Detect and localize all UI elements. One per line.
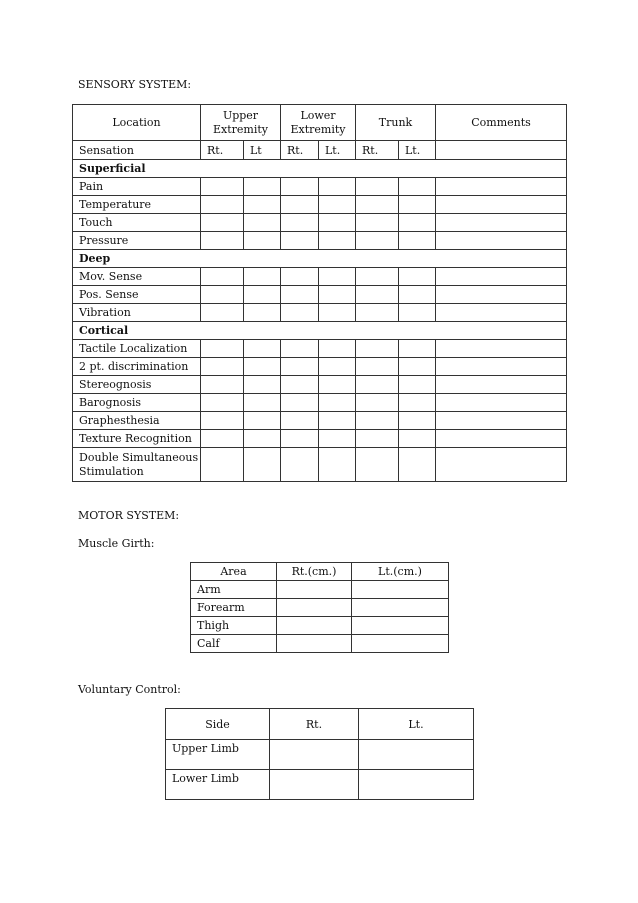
entry-cell[interactable] bbox=[352, 617, 449, 635]
comments-header: Comments bbox=[436, 105, 567, 141]
entry-cell[interactable] bbox=[277, 599, 352, 617]
table-row bbox=[73, 358, 567, 376]
table-row bbox=[73, 394, 567, 412]
entry-cell[interactable] bbox=[319, 196, 356, 214]
table-row bbox=[73, 412, 567, 430]
entry-cell[interactable] bbox=[436, 232, 567, 250]
entry-cell[interactable] bbox=[436, 412, 567, 430]
entry-cell[interactable] bbox=[356, 412, 399, 430]
voluntary-control-heading: Voluntary Control: bbox=[78, 683, 181, 696]
entry-cell[interactable] bbox=[277, 635, 352, 653]
entry-cell[interactable] bbox=[281, 412, 319, 430]
entry-cell[interactable] bbox=[399, 376, 436, 394]
vol-lt-header: Lt. bbox=[359, 709, 474, 740]
entry-cell[interactable] bbox=[436, 196, 567, 214]
entry-cell[interactable] bbox=[244, 394, 281, 412]
voluntary-control-table bbox=[165, 708, 474, 800]
sensation-item: Pain bbox=[73, 178, 201, 196]
section-row bbox=[73, 250, 567, 268]
entry-cell[interactable] bbox=[399, 214, 436, 232]
entry-cell[interactable] bbox=[356, 340, 399, 358]
section-title: Superficial bbox=[73, 160, 567, 178]
table-row bbox=[191, 617, 449, 635]
entry-cell[interactable] bbox=[356, 232, 399, 250]
entry-cell[interactable] bbox=[201, 430, 244, 448]
tr-lt-label: Lt. bbox=[399, 141, 436, 160]
entry-cell[interactable] bbox=[201, 178, 244, 196]
girth-area: Thigh bbox=[191, 617, 277, 635]
entry-cell[interactable] bbox=[319, 340, 356, 358]
entry-cell[interactable] bbox=[352, 581, 449, 599]
entry-cell[interactable] bbox=[201, 232, 244, 250]
entry-cell[interactable] bbox=[356, 304, 399, 322]
entry-cell[interactable] bbox=[201, 448, 244, 482]
entry-cell[interactable] bbox=[281, 358, 319, 376]
entry-cell[interactable] bbox=[356, 394, 399, 412]
table-row bbox=[73, 376, 567, 394]
entry-cell[interactable] bbox=[399, 268, 436, 286]
entry-cell[interactable] bbox=[399, 286, 436, 304]
entry-cell[interactable] bbox=[244, 178, 281, 196]
entry-cell[interactable] bbox=[244, 412, 281, 430]
trunk-header: Trunk bbox=[356, 105, 436, 141]
entry-cell[interactable] bbox=[201, 394, 244, 412]
entry-cell[interactable] bbox=[281, 376, 319, 394]
le-rt-label: Rt. bbox=[281, 141, 319, 160]
entry-cell[interactable] bbox=[436, 178, 567, 196]
entry-cell[interactable] bbox=[436, 268, 567, 286]
side-header: Side bbox=[166, 709, 270, 740]
entry-cell[interactable] bbox=[436, 376, 567, 394]
entry-cell[interactable] bbox=[319, 214, 356, 232]
entry-cell[interactable] bbox=[281, 214, 319, 232]
entry-cell[interactable] bbox=[399, 412, 436, 430]
entry-cell[interactable] bbox=[352, 599, 449, 617]
ue-rt-label: Rt. bbox=[201, 141, 244, 160]
entry-cell[interactable] bbox=[244, 376, 281, 394]
entry-cell[interactable] bbox=[436, 340, 567, 358]
sensation-label: Sensation bbox=[73, 141, 201, 160]
sensation-item: Temperature bbox=[73, 196, 201, 214]
sensation-item: Texture Recognition bbox=[73, 430, 201, 448]
entry-cell[interactable] bbox=[244, 340, 281, 358]
sensation-item: Vibration bbox=[73, 304, 201, 322]
sensation-item: Pressure bbox=[73, 232, 201, 250]
entry-cell[interactable] bbox=[399, 358, 436, 376]
section-title: Cortical bbox=[73, 322, 567, 340]
entry-cell[interactable] bbox=[399, 394, 436, 412]
entry-cell[interactable] bbox=[356, 196, 399, 214]
ue-lt-label: Lt bbox=[244, 141, 281, 160]
entry-cell[interactable] bbox=[399, 448, 436, 482]
entry-cell[interactable] bbox=[436, 286, 567, 304]
sensation-item: Tactile Localization bbox=[73, 340, 201, 358]
entry-cell[interactable] bbox=[319, 358, 356, 376]
entry-cell[interactable] bbox=[436, 358, 567, 376]
entry-cell[interactable] bbox=[352, 635, 449, 653]
muscle-girth-table bbox=[190, 562, 449, 653]
upper-extremity-header: Upper Extremity bbox=[201, 105, 281, 141]
sensation-item: 2 pt. discrimination bbox=[73, 358, 201, 376]
table-row bbox=[166, 770, 474, 800]
girth-lt-header: Lt.(cm.) bbox=[352, 563, 449, 581]
entry-cell[interactable] bbox=[270, 770, 359, 800]
table-row bbox=[73, 286, 567, 304]
entry-cell[interactable] bbox=[281, 304, 319, 322]
le-lt-label: Lt. bbox=[319, 141, 356, 160]
entry-cell[interactable] bbox=[399, 178, 436, 196]
entry-cell[interactable] bbox=[201, 358, 244, 376]
entry-cell[interactable] bbox=[201, 376, 244, 394]
entry-cell[interactable] bbox=[244, 430, 281, 448]
sensation-item: Pos. Sense bbox=[73, 286, 201, 304]
table-row bbox=[73, 232, 567, 250]
table-row bbox=[191, 635, 449, 653]
entry-cell[interactable] bbox=[399, 232, 436, 250]
entry-cell[interactable] bbox=[399, 430, 436, 448]
entry-cell[interactable] bbox=[319, 286, 356, 304]
entry-cell[interactable] bbox=[201, 412, 244, 430]
entry-cell[interactable] bbox=[281, 268, 319, 286]
entry-cell[interactable] bbox=[244, 304, 281, 322]
table-row bbox=[73, 340, 567, 358]
comments-cell[interactable] bbox=[436, 141, 567, 160]
sensation-item: Double Simultaneous Stimulation bbox=[73, 448, 201, 482]
entry-cell[interactable] bbox=[319, 304, 356, 322]
table-row bbox=[73, 268, 567, 286]
entry-cell[interactable] bbox=[281, 394, 319, 412]
entry-cell[interactable] bbox=[319, 430, 356, 448]
entry-cell[interactable] bbox=[319, 412, 356, 430]
entry-cell[interactable] bbox=[201, 340, 244, 358]
entry-cell[interactable] bbox=[436, 430, 567, 448]
entry-cell[interactable] bbox=[319, 448, 356, 482]
entry-cell[interactable] bbox=[356, 358, 399, 376]
entry-cell[interactable] bbox=[319, 394, 356, 412]
limb-label: Upper Limb bbox=[166, 740, 270, 770]
location-header: Location bbox=[73, 105, 201, 141]
entry-cell[interactable] bbox=[244, 268, 281, 286]
girth-area: Arm bbox=[191, 581, 277, 599]
entry-cell[interactable] bbox=[399, 304, 436, 322]
entry-cell[interactable] bbox=[319, 268, 356, 286]
vol-rt-header: Rt. bbox=[270, 709, 359, 740]
entry-cell[interactable] bbox=[201, 268, 244, 286]
sensory-table bbox=[72, 104, 567, 482]
entry-cell[interactable] bbox=[359, 740, 474, 770]
entry-cell[interactable] bbox=[201, 286, 244, 304]
entry-cell[interactable] bbox=[277, 617, 352, 635]
entry-cell[interactable] bbox=[281, 232, 319, 250]
entry-cell[interactable] bbox=[281, 178, 319, 196]
sensation-item: Touch bbox=[73, 214, 201, 232]
limb-label: Lower Limb bbox=[166, 770, 270, 800]
entry-cell[interactable] bbox=[270, 740, 359, 770]
entry-cell[interactable] bbox=[281, 340, 319, 358]
entry-cell[interactable] bbox=[281, 430, 319, 448]
girth-rt-header: Rt.(cm.) bbox=[277, 563, 352, 581]
entry-cell[interactable] bbox=[319, 232, 356, 250]
entry-cell[interactable] bbox=[436, 304, 567, 322]
table-row bbox=[191, 581, 449, 599]
girth-area: Forearm bbox=[191, 599, 277, 617]
lower-extremity-header: Lower Extremity bbox=[281, 105, 356, 141]
entry-cell[interactable] bbox=[277, 581, 352, 599]
entry-cell[interactable] bbox=[356, 448, 399, 482]
entry-cell[interactable] bbox=[436, 448, 567, 482]
entry-cell[interactable] bbox=[319, 376, 356, 394]
entry-cell[interactable] bbox=[356, 286, 399, 304]
entry-cell[interactable] bbox=[244, 358, 281, 376]
motor-heading: MOTOR SYSTEM: bbox=[78, 509, 180, 522]
table-row bbox=[191, 599, 449, 617]
table-row bbox=[73, 430, 567, 448]
entry-cell[interactable] bbox=[201, 304, 244, 322]
table-row bbox=[73, 196, 567, 214]
entry-cell[interactable] bbox=[436, 394, 567, 412]
entry-cell[interactable] bbox=[356, 178, 399, 196]
entry-cell[interactable] bbox=[281, 196, 319, 214]
entry-cell[interactable] bbox=[281, 286, 319, 304]
entry-cell[interactable] bbox=[356, 430, 399, 448]
entry-cell[interactable] bbox=[201, 196, 244, 214]
table-row bbox=[73, 448, 567, 482]
entry-cell[interactable] bbox=[244, 448, 281, 482]
sensation-item: Mov. Sense bbox=[73, 268, 201, 286]
entry-cell[interactable] bbox=[201, 214, 244, 232]
section-row bbox=[73, 322, 567, 340]
entry-cell[interactable] bbox=[281, 448, 319, 482]
sensation-item: Barognosis bbox=[73, 394, 201, 412]
entry-cell[interactable] bbox=[319, 178, 356, 196]
area-header: Area bbox=[191, 563, 277, 581]
entry-cell[interactable] bbox=[356, 268, 399, 286]
tr-rt-label: Rt. bbox=[356, 141, 399, 160]
entry-cell[interactable] bbox=[399, 340, 436, 358]
muscle-girth-heading: Muscle Girth: bbox=[78, 537, 155, 550]
table-row bbox=[73, 178, 567, 196]
girth-area: Calf bbox=[191, 635, 277, 653]
table-row bbox=[166, 740, 474, 770]
entry-cell[interactable] bbox=[244, 196, 281, 214]
sensation-item: Stereognosis bbox=[73, 376, 201, 394]
sensation-item: Graphesthesia bbox=[73, 412, 201, 430]
table-row bbox=[73, 304, 567, 322]
entry-cell[interactable] bbox=[244, 214, 281, 232]
section-row bbox=[73, 160, 567, 178]
section-title: Deep bbox=[73, 250, 567, 268]
entry-cell[interactable] bbox=[244, 232, 281, 250]
sensory-heading: SENSORY SYSTEM: bbox=[78, 78, 192, 91]
entry-cell[interactable] bbox=[356, 376, 399, 394]
entry-cell[interactable] bbox=[356, 214, 399, 232]
entry-cell[interactable] bbox=[399, 196, 436, 214]
entry-cell[interactable] bbox=[436, 214, 567, 232]
table-row bbox=[73, 214, 567, 232]
entry-cell[interactable] bbox=[359, 770, 474, 800]
entry-cell[interactable] bbox=[244, 286, 281, 304]
